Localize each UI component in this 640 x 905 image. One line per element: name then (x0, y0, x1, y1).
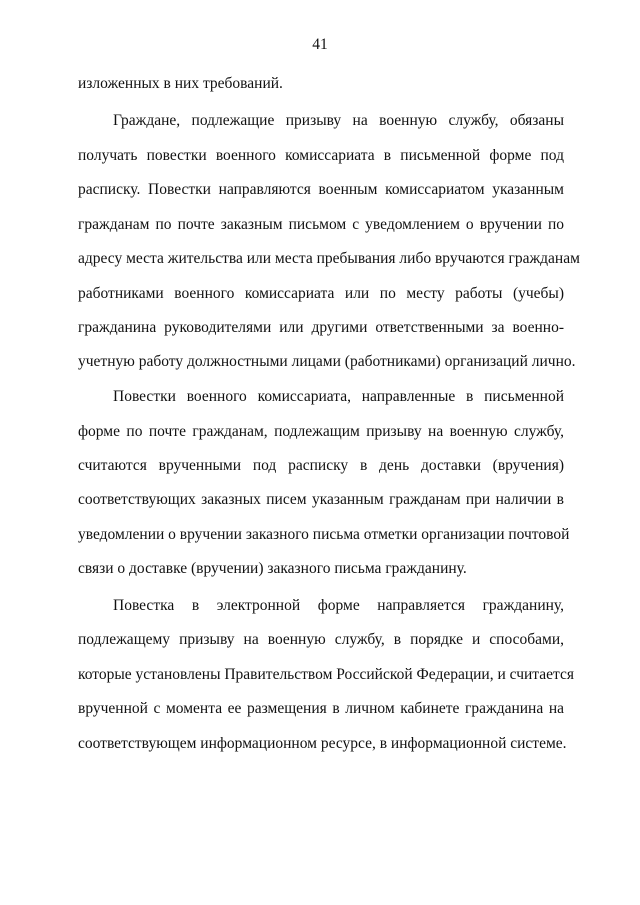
text-line: соответствующем информационном ресурсе, в информационной системе. (78, 735, 567, 752)
text-line: изложенных в них требований. (78, 75, 283, 92)
text-line: гражданам по почте заказным письмом с уведомлением о вручении по (78, 216, 564, 233)
text-line: подлежащему призыву на военную службу, в порядке и способами, (78, 631, 564, 648)
text-line: адресу места жительства или места пребывания либо вручаются гражданам (78, 250, 580, 267)
text-line: уведомлении о вручении заказного письма отметки организации почтовой (78, 526, 570, 543)
text-line: Повестки военного комиссариата, направленные в письменной (113, 388, 564, 405)
text-line: врученной с момента ее размещения в личном кабинете гражданина на (78, 700, 564, 717)
page-number: 41 (312, 36, 328, 53)
text-line: которые установлены Правительством Российской Федерации, и считается (78, 666, 574, 683)
text-line: соответствующих заказных писем указанным гражданам при наличии в (78, 491, 564, 508)
text-line: связи о доставке (вручении) заказного письма гражданину. (78, 560, 467, 577)
text-line: получать повестки военного комиссариата в письменной форме под (78, 147, 564, 164)
text-line: расписку. Повестки направляются военным комиссариатом указанным (78, 181, 564, 198)
text-line: гражданина руководителями или другими ответственными за военно- (78, 319, 564, 336)
text-line: работниками военного комиссариата или по месту работы (учебы) (78, 285, 564, 302)
text-line: форме по почте гражданам, подлежащим призыву на военную службу, (78, 423, 564, 440)
text-line: считаются врученными под расписку в день доставки (вручения) (78, 457, 564, 474)
text-line: Граждане, подлежащие призыву на военную службу, обязаны (113, 112, 564, 129)
text-line: Повестка в электронной форме направляется гражданину, (113, 597, 564, 614)
text-line: учетную работу должностными лицами (работниками) организаций лично. (78, 353, 576, 370)
